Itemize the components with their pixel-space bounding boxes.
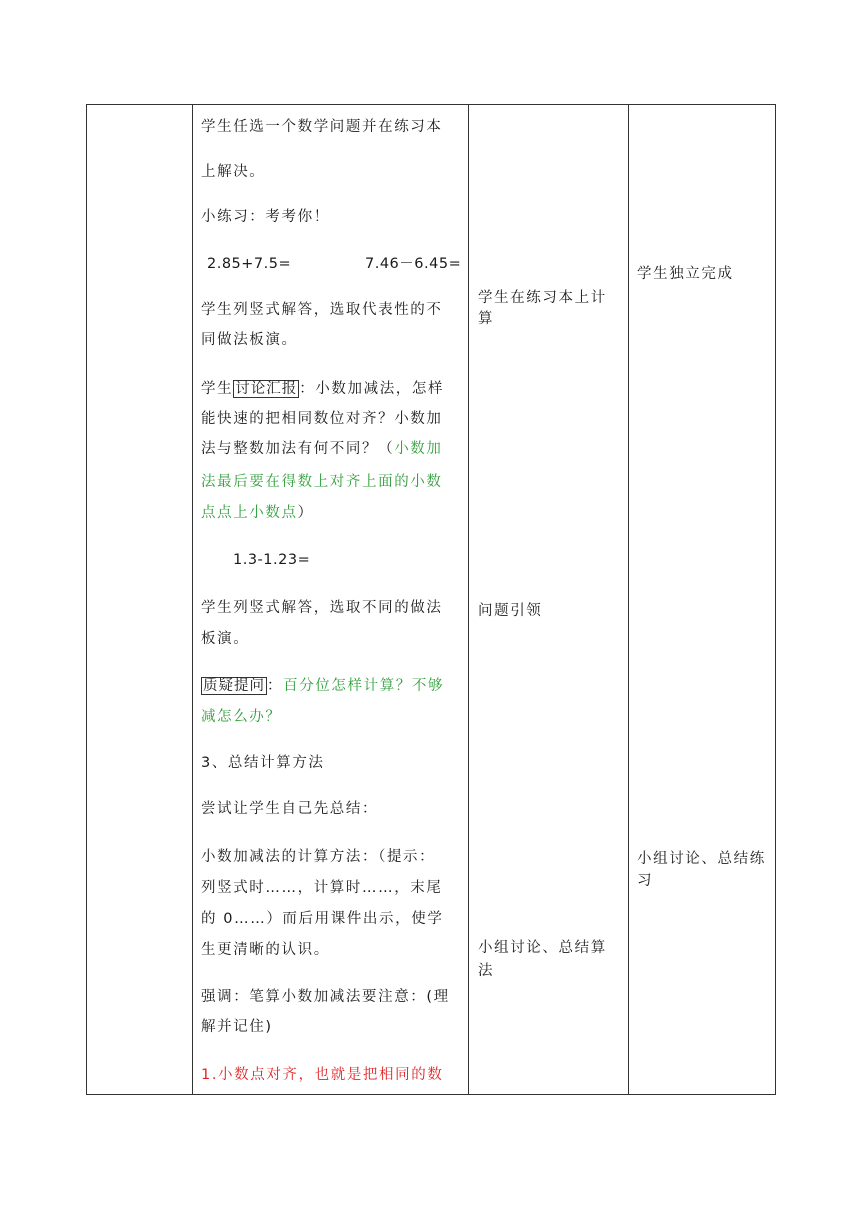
design-note-line: 学生独立完成 xyxy=(637,266,734,282)
discussion-report-box: 讨论汇报 xyxy=(235,381,298,397)
practice-equation-1: 2.85+7.5= xyxy=(207,256,292,272)
method-line: 小数加减法的计算方法：（提示： xyxy=(201,849,436,865)
activity-line: 板演。 xyxy=(201,631,250,647)
emphasis-line: 解并记住) xyxy=(201,1019,273,1035)
discussion-text: 法与整数加法有何不同？（ xyxy=(201,441,395,457)
method-line: 列竖式时……，计算时……，末尾 xyxy=(201,880,443,896)
student-activity-line: 法 xyxy=(478,963,495,979)
discussion-line xyxy=(201,377,444,401)
practice-heading: 小练习：考考你！ xyxy=(201,209,330,225)
student-activity-line: 问题引领 xyxy=(478,603,543,619)
activity-line: 学生任选一个数学问题并在练习本 xyxy=(201,119,443,135)
column-divider-1 xyxy=(192,105,193,1094)
student-activity-line: 学生在练习本上计 xyxy=(478,290,607,306)
question-box: 质疑提问 xyxy=(203,678,265,694)
section-heading: 3、总结计算方法 xyxy=(201,755,325,771)
answer-highlight: 法最后要在得数上对齐上面的小数 xyxy=(201,474,443,490)
answer-highlight: 小数加 xyxy=(394,441,443,457)
closing-paren: ） xyxy=(297,505,314,521)
discussion-prefix: 学生 xyxy=(201,381,234,397)
practice-equation-2: 7.46－6.45= xyxy=(365,256,462,272)
method-line: 生更清晰的认识。 xyxy=(201,942,330,958)
activity-line: 学生列竖式解答，选取不同的做法 xyxy=(201,600,443,616)
discussion-line: 能快速的把相同数位对齐？小数加 xyxy=(201,411,443,427)
activity-line: 同做法板演。 xyxy=(201,332,298,348)
discussion-line xyxy=(201,437,443,461)
answer-highlight: 点点上小数点 xyxy=(201,505,298,521)
design-note-line: 习 xyxy=(637,873,654,889)
student-activity-line: 算 xyxy=(478,311,495,327)
question-highlight: 减怎么办？ xyxy=(201,709,282,725)
activity-line: 上解决。 xyxy=(201,164,266,180)
design-note-line: 小组讨论、总结练 xyxy=(637,851,766,867)
column-divider-3 xyxy=(628,105,629,1094)
column-divider-2 xyxy=(468,105,469,1094)
practice-equation-3: 1.3-1.23= xyxy=(233,552,311,568)
discussion-suffix: ：小数加减法，怎样 xyxy=(299,381,445,397)
question-line xyxy=(201,674,444,698)
activity-line: 尝试让学生自己先总结： xyxy=(201,801,379,817)
discussion-line xyxy=(201,501,314,525)
student-activity-line: 小组讨论、总结算 xyxy=(478,940,607,956)
emphasis-line: 强调：笔算小数加减法要注意：(理 xyxy=(201,989,450,1005)
activity-line: 学生列竖式解答，选取代表性的不 xyxy=(201,302,443,318)
rule-line: 1.小数点对齐，也就是把相同的数 xyxy=(201,1067,444,1083)
question-highlight: 百分位怎样计算？不够 xyxy=(283,678,445,694)
question-colon: ： xyxy=(267,678,284,694)
method-line: 的 0……）而后用课件出示，使学 xyxy=(201,911,444,927)
